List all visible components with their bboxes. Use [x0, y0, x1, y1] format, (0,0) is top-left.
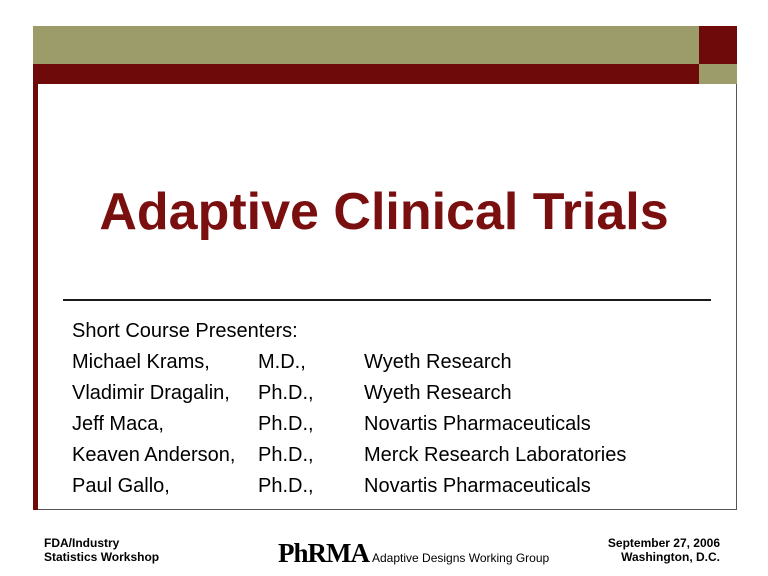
slide-title: Adaptive Clinical Trials: [99, 183, 669, 241]
presenter-name: Michael Krams,: [72, 351, 210, 373]
presenter-degree: Ph.D.,: [258, 382, 314, 404]
presenters-heading: Short Course Presenters:: [72, 320, 298, 342]
presenter-row: [72, 351, 732, 379]
left-accent-bar: [33, 84, 38, 510]
presenter-row: [72, 413, 732, 441]
presenter-name: Paul Gallo,: [72, 475, 170, 497]
presenter-affiliation: Merck Research Laboratories: [364, 444, 627, 466]
footer-date: September 27, 2006: [607, 536, 720, 550]
footer-location: Washington, D.C.: [621, 550, 720, 564]
footer-working-group: Adaptive Designs Working Group: [372, 551, 550, 565]
presenter-name: Keaven Anderson,: [72, 444, 236, 466]
header-square-olive: [699, 64, 737, 84]
header-square-red: [699, 26, 737, 64]
phrma-logo: PhRMA: [278, 538, 369, 568]
presenter-name: Jeff Maca,: [72, 413, 164, 435]
presenter-row: [72, 382, 732, 410]
footer-event-line1: FDA/Industry: [44, 536, 120, 550]
presenter-name: Vladimir Dragalin,: [72, 382, 230, 404]
footer-event: [44, 536, 159, 564]
presenter-degree: Ph.D.,: [258, 413, 314, 435]
presenter-affiliation: Novartis Pharmaceuticals: [364, 413, 591, 435]
presenter-degree: M.D.,: [258, 351, 306, 373]
header-band-olive: [33, 26, 699, 64]
footer-date-location: [608, 536, 720, 564]
presenter-affiliation: Wyeth Research: [364, 351, 512, 373]
presenter-row: [72, 475, 732, 503]
presenter-affiliation: Novartis Pharmaceuticals: [364, 475, 591, 497]
presenter-degree: Ph.D.,: [258, 444, 314, 466]
presenter-row: [72, 444, 732, 472]
presenter-degree: Ph.D.,: [258, 475, 314, 497]
presenter-affiliation: Wyeth Research: [364, 382, 512, 404]
title-divider: [63, 299, 711, 301]
footer-event-line2: Statistics Workshop: [44, 550, 160, 564]
header-band-red: [33, 64, 699, 84]
